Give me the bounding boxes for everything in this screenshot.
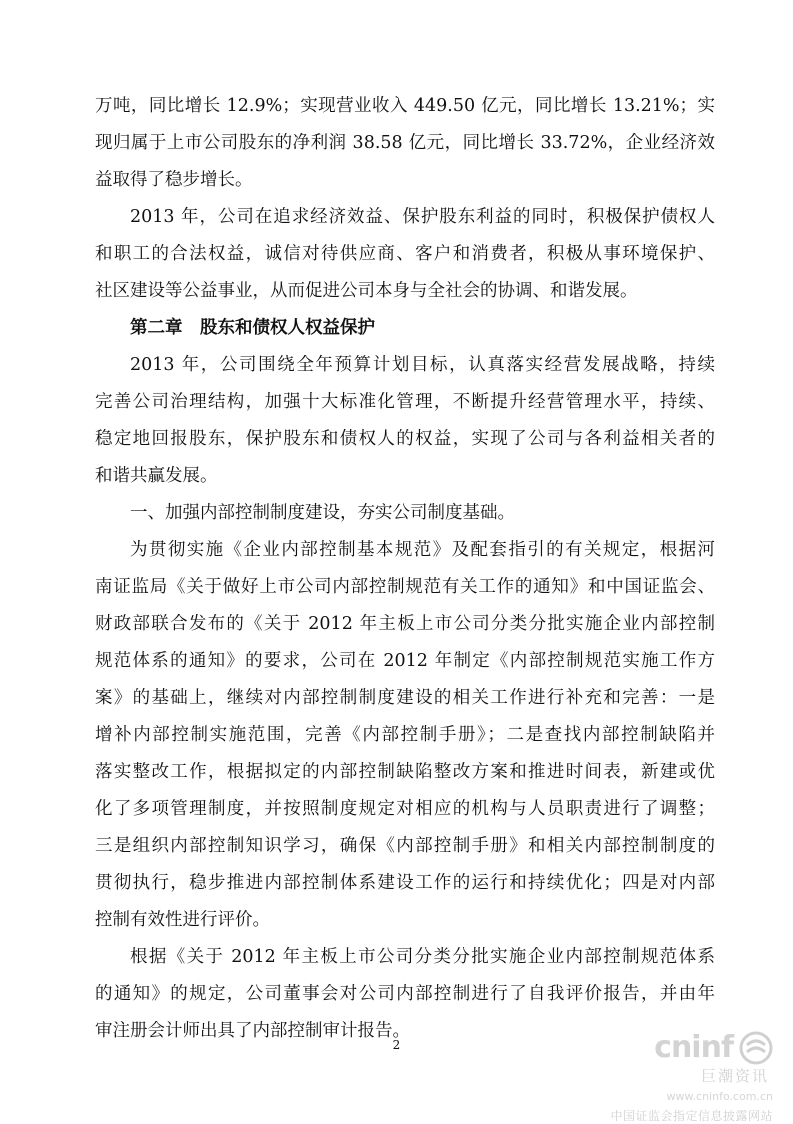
paragraph-4-line-8: 化了多项管理制度，并按照制度规定对相应的机构与人员职责进行了调整； [95, 799, 715, 819]
paragraph-4-line-1: 为贯彻实施《企业内部控制基本规范》及配套指引的有关规定，根据河 [130, 540, 715, 560]
paragraph-1-line-1: 万吨，同比增长 12.9%；实现营业收入 449.50 亿元，同比增长 13.21%；实 [95, 96, 715, 116]
paragraph-2-line-2: 和职工的合法权益，诚信对待供应商、客户和消费者，积极从事环境保护、 [95, 244, 715, 264]
paragraph-3-line-4: 和谐共赢发展。 [95, 466, 218, 486]
paragraph-4-line-9: 三是组织内部控制知识学习，确保《内部控制手册》和相关内部控制制度的 [95, 836, 715, 856]
paragraph-4-line-4: 规范体系的通知》的要求，公司在 2012 年制定《内部控制规范实施工作方 [95, 651, 715, 671]
paragraph-5-line-1: 根据《关于 2012 年主板上市公司分类分批实施企业内部控制规范体系 [130, 947, 715, 967]
paragraph-2-line-3: 社区建设等公益事业，从而促进公司本身与全社会的协调、和谐发展。 [95, 281, 638, 301]
cninfo-logo-icon [739, 1031, 773, 1065]
document-body [95, 88, 715, 1050]
watermark-caption: 中国证监会指定信息披露网站 [610, 1109, 773, 1123]
watermark-brand-row [563, 1030, 773, 1065]
section-heading: 一、加强内部控制制度建设，夯实公司制度基础。 [130, 503, 515, 523]
cninfo-watermark [563, 1030, 773, 1123]
paragraph-3-line-2: 完善公司治理结构，加强十大标准化管理，不断提升经营管理水平，持续、 [95, 392, 715, 412]
watermark-brand: cninf [654, 1030, 733, 1065]
chapter-heading: 第二章 股东和债权人权益保护 [130, 318, 375, 338]
paragraph-4-line-10: 贯彻执行，稳步推进内部控制体系建设工作的运行和持续优化；四是对内部 [95, 873, 715, 893]
paragraph-2-line-1: 2013 年，公司在追求经济效益、保护股东利益的同时，积极保护债权人 [130, 207, 715, 227]
paragraph-4-line-6: 增补内部控制实施范围，完善《内部控制手册》；二是查找内部控制缺陷并 [95, 725, 715, 745]
watermark-brand-cn: 巨潮资讯 [700, 1067, 769, 1085]
page-number: 2 [392, 1038, 401, 1052]
paragraph-4-line-11: 控制有效性进行评价。 [95, 910, 270, 930]
paragraph-3-line-1: 2013 年，公司围绕全年预算计划目标，认真落实经营发展战略，持续 [130, 355, 715, 375]
paragraph-5-line-2: 的通知》的规定，公司董事会对公司内部控制进行了自我评价报告，并由年 [95, 984, 715, 1004]
paragraph-4-line-7: 落实整改工作，根据拟定的内部控制缺陷整改方案和推进时间表，新建或优 [95, 762, 715, 782]
paragraph-4-line-5: 案》的基础上，继续对内部控制制度建设的相关工作进行补充和完善：一是 [95, 688, 715, 708]
watermark-url: www.cninfo.com.cn [666, 1090, 773, 1103]
paragraph-1-line-2: 现归属于上市公司股东的净利润 38.58 亿元，同比增长 33.72%，企业经济效 [95, 133, 715, 153]
paragraph-4-line-3: 财政部联合发布的《关于 2012 年主板上市公司分类分批实施企业内部控制 [95, 614, 715, 634]
paragraph-5-line-3: 审注册会计师出具了内部控制审计报告。 [95, 1021, 410, 1041]
paragraph-1-line-3: 益取得了稳步增长。 [95, 170, 253, 190]
paragraph-4-line-2: 南证监局《关于做好上市公司内部控制规范有关工作的通知》和中国证监会、 [95, 577, 715, 597]
paragraph-3-line-3: 稳定地回报股东，保护股东和债权人的权益，实现了公司与各利益相关者的 [95, 429, 715, 449]
